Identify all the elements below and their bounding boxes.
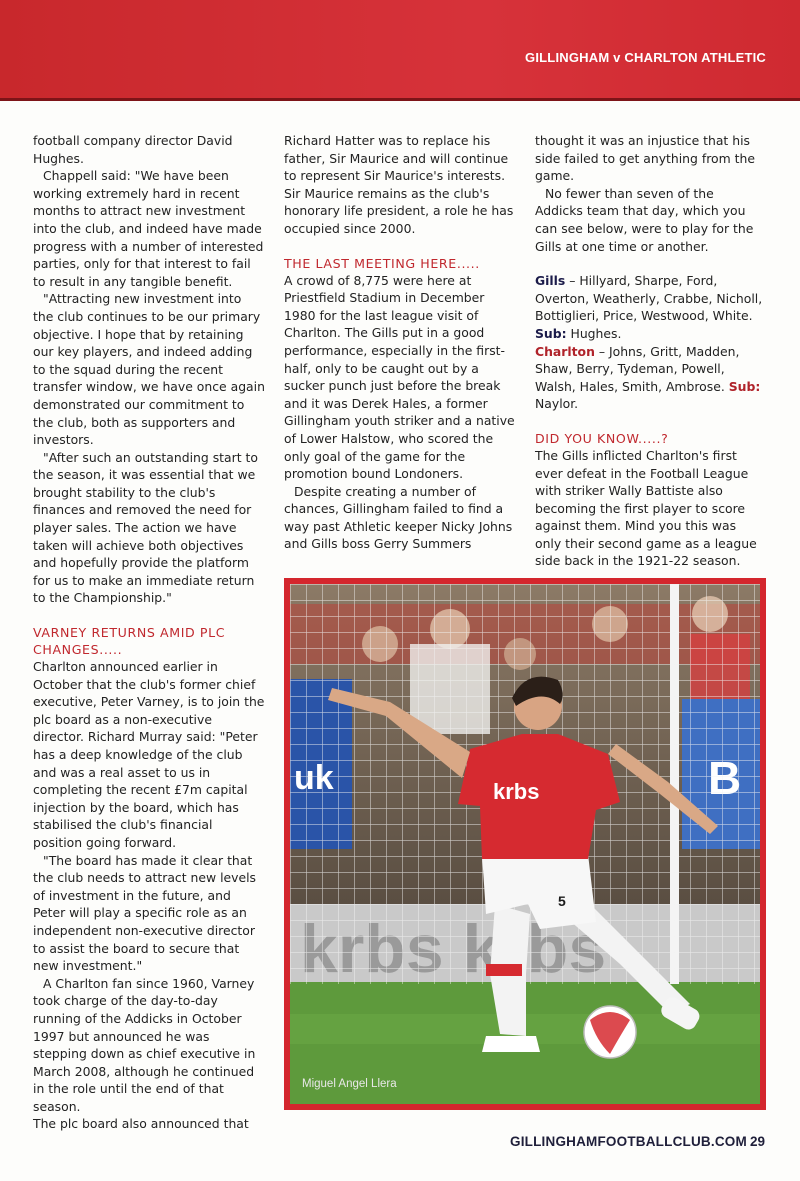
paragraph: A crowd of 8,775 were here at Priestfield Stadium in December 1980 for the last league visit of Charlton. The Gills put in a good performance, especially in the first-half, only to be caught out by a sucker punch just before the break and it was Derek Hales, a former Gillingham youth striker and a native of Lower Halstow, who scored the only goal of the game for the promotion bound Londoners. (284, 272, 515, 482)
gills-sub: Hughes. (566, 325, 622, 341)
paragraph: A Charlton fan since 1960, Varney took charge of the day-to-day running of the Addicks in October 1997 but announced he was stepping down as chief executive in March 2008, although he continued in the role until the end of that season. (33, 975, 256, 1114)
charlton-sub-label: Sub: (728, 378, 761, 394)
gills-sub-label: Sub: (535, 325, 567, 341)
player-photo (284, 578, 766, 1110)
article-column-3 (535, 132, 765, 570)
paragraph: Despite creating a number of chances, Gillingham failed to find a way past Athletic keeper Nicky Johns and Gills boss Gerry Summers (284, 483, 513, 552)
photo-image (290, 584, 760, 1104)
match-title: GILLINGHAM v CHARLTON ATHLETIC (525, 50, 766, 65)
paragraph: "After such an outstanding start to the season, it was essential that we brought stability to the club's finances and removed the need for player sales. The action we have taken will achieve both objectives and hopefully provide the platform for us to make an immediate return to the Championship." (33, 449, 258, 606)
shirt-number: 5 (558, 893, 566, 909)
football (584, 1006, 636, 1058)
paragraph: No fewer than seven of the Addicks team that day, which you can see below, were to play for the Gills at one time or another. (535, 185, 754, 254)
paragraph: Charlton announced earlier in October that the club's former chief executive, Peter Varney, is to join the plc board as a non-executive director. Richard Murray said: "Peter has a deep knowledge of the club and was a real asset to us in completing the recent £7m capital injection by the board, which has stabilised the club's financial position going forward. (33, 659, 265, 850)
charlton-lineup (535, 343, 765, 413)
gills-label: Gills (535, 273, 566, 289)
paragraph: Richard Hatter was to replace his father, Sir Maurice and will continue to represent Sir Maurice's interests. Sir Maurice remains as the club's honorary life president, a role he has occupied since 2000. (284, 133, 514, 236)
shirt-sponsor: krbs (493, 779, 540, 804)
photo-credit: Miguel Angel Llera (302, 1078, 397, 1090)
article-column-2 (284, 132, 516, 553)
section-heading-did-you-know: DID YOU KNOW.....? (535, 430, 669, 446)
paragraph: The plc board also announced that (33, 1116, 249, 1132)
paragraph: "The board has made it clear that the club needs to attract new levels of investment in the future, and Peter will play a specific role as an independent non-executive director to assist the board to secure that new investment." (33, 852, 256, 974)
header-band (0, 0, 800, 101)
photo-illustration (290, 584, 760, 1104)
section-heading-varney: VARNEY RETURNS AMID PLC CHANGES..... (33, 625, 226, 658)
article-column-1 (33, 132, 265, 1133)
gills-lineup (535, 272, 765, 342)
charlton-players: – Johns, Gritt, Madden, Shaw, Berry, Tydeman, Powell, Walsh, Hales, Smith, Ambrose. (535, 343, 740, 394)
charlton-sub: Naylor. (535, 396, 579, 412)
page-number: 29 (750, 1134, 766, 1149)
footer-website: GILLINGHAMFOOTBALLCLUB.COM (510, 1134, 747, 1149)
charlton-label: Charlton (535, 343, 595, 359)
paragraph: The Gills inflicted Charlton's first ever defeat in the Football League with striker Wally Battiste also becoming the first player to score against them. Mind you this was only their second game as a league side back in the 1921-22 season. (535, 447, 757, 569)
gills-players: – Hillyard, Sharpe, Ford, Overton, Weatherly, Crabbe, Nicholl, Bottiglieri, Price, Westwood, White. (535, 273, 763, 324)
paragraph: "Attracting new investment into the club continues to be our primary objective. I hope that by retaining our key players, and indeed adding to the squad during the recent transfer window, we have once again demonstrated our commitment to the club, both as supporters and investors. (33, 291, 265, 448)
paragraph: football company director David Hughes. (33, 133, 233, 166)
paragraph: Chappell said: "We have been working extremely hard in recent months to attract new investment into the club, and indeed have made progress with a number of interested parties, only for that interest to fail to result in any tangible benefit. (33, 168, 264, 289)
section-heading-last-meeting: THE LAST MEETING HERE..... (284, 255, 480, 271)
paragraph: thought it was an injustice that his side failed to get anything from the game. (535, 133, 755, 184)
